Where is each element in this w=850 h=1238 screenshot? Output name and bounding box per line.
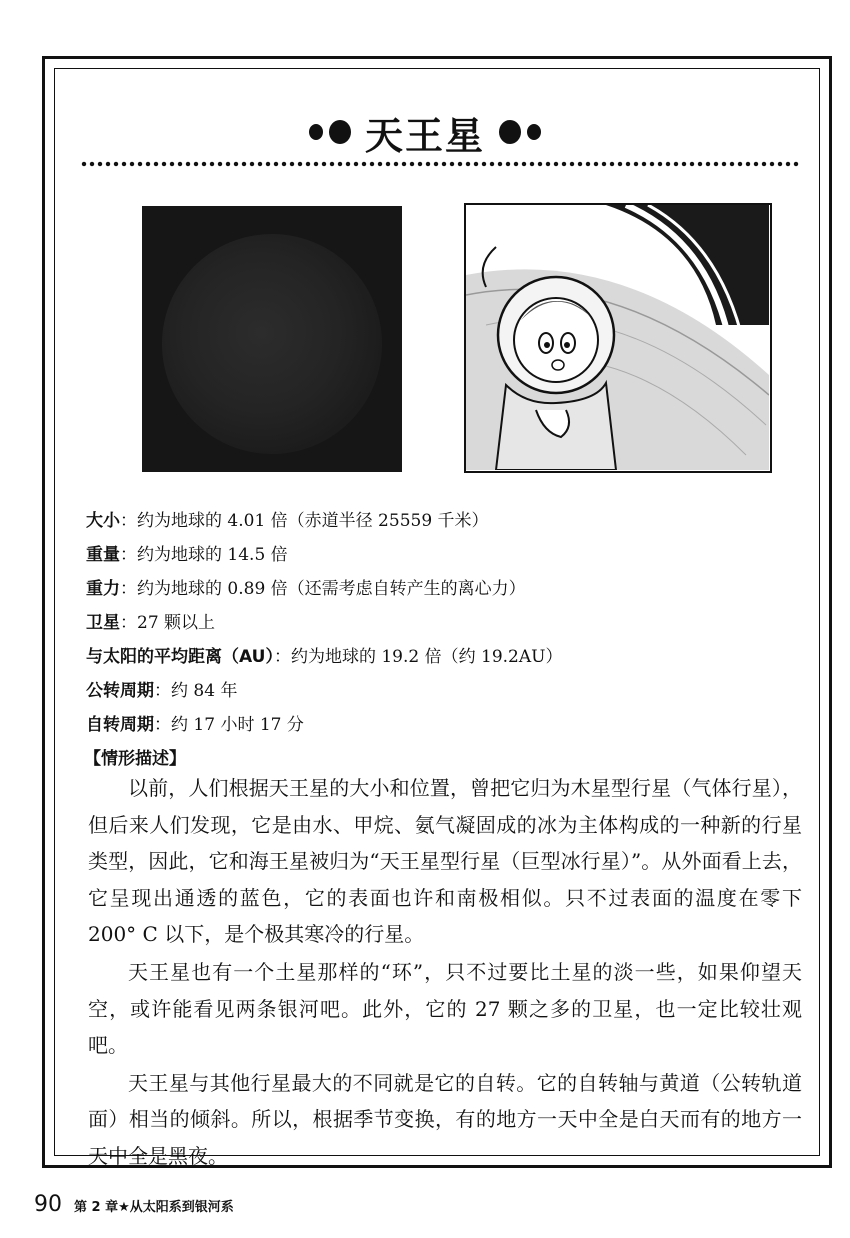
paragraph: 天王星与其他行星最大的不同就是它的自转。它的自转轴与黄道（公转轨道面）相当的倾斜。所以，根据季节变换，有的地方一天中全是白天而有的地方一天中全是黑夜。 <box>88 1070 802 1168</box>
spec-orbit-period: 公转周期：约 84 年 <box>86 681 238 701</box>
spec-size: 大小：约为地球的 4.01 倍（赤道半径 25559 千米） <box>86 511 489 531</box>
comic-illustration <box>464 203 772 473</box>
page-footer <box>34 1192 234 1217</box>
spec-gravity: 重力：约为地球的 0.89 倍（还需考虑自转产生的离心力） <box>86 579 526 599</box>
description-heading: 【情形描述】 <box>84 749 186 769</box>
description-body <box>88 770 802 1176</box>
uranus-photo <box>142 206 402 472</box>
paragraph: 以前，人们根据天王星的大小和位置，曾把它归为木星型行星（气体行星），但后来人们发现，它是由水、甲烷、氨气凝固成的冰为主体构成的一种新的行星类型，因此，它和海王星被归为“天王星型行星（巨型冰行星）”。从外面看上去，它呈现出通透的蓝色，它的表面也许和南极相似。只不过表面的温度在零下 200° C 以下，是个极其寒冷的行星。 <box>88 776 802 947</box>
spec-satellites: 卫星：27 颗以上 <box>86 613 216 633</box>
paragraph: 天王星也有一个土星那样的“环”，只不过要比土星的淡一些，如果仰望天空，或许能看见两条银河吧。此外，它的 27 颗之多的卫星，也一定比较壮观吧。 <box>88 959 802 1058</box>
page-number: 90 <box>34 1192 62 1217</box>
spec-rotation-period: 自转周期：约 17 小时 17 分 <box>86 715 304 735</box>
dot-icon <box>309 124 323 140</box>
title-dots-right <box>499 120 541 144</box>
chapter-title: 第 2 章★从太阳系到银河系 <box>74 1200 234 1215</box>
spec-mass: 重量：约为地球的 14.5 倍 <box>86 545 288 565</box>
spec-list <box>86 504 806 742</box>
dot-icon <box>527 124 541 140</box>
spec-distance: 与太阳的平均距离（AU）：约为地球的 19.2 倍（约 19.2AU） <box>86 647 563 667</box>
page-title: 天王星 <box>364 113 485 158</box>
title-row <box>0 100 850 164</box>
dot-icon <box>499 120 521 144</box>
dot-icon <box>329 120 351 144</box>
title-dots-left <box>309 120 351 144</box>
planet-disc <box>162 234 382 454</box>
astronaut-illustration <box>466 205 769 470</box>
dotted-divider <box>80 160 800 168</box>
